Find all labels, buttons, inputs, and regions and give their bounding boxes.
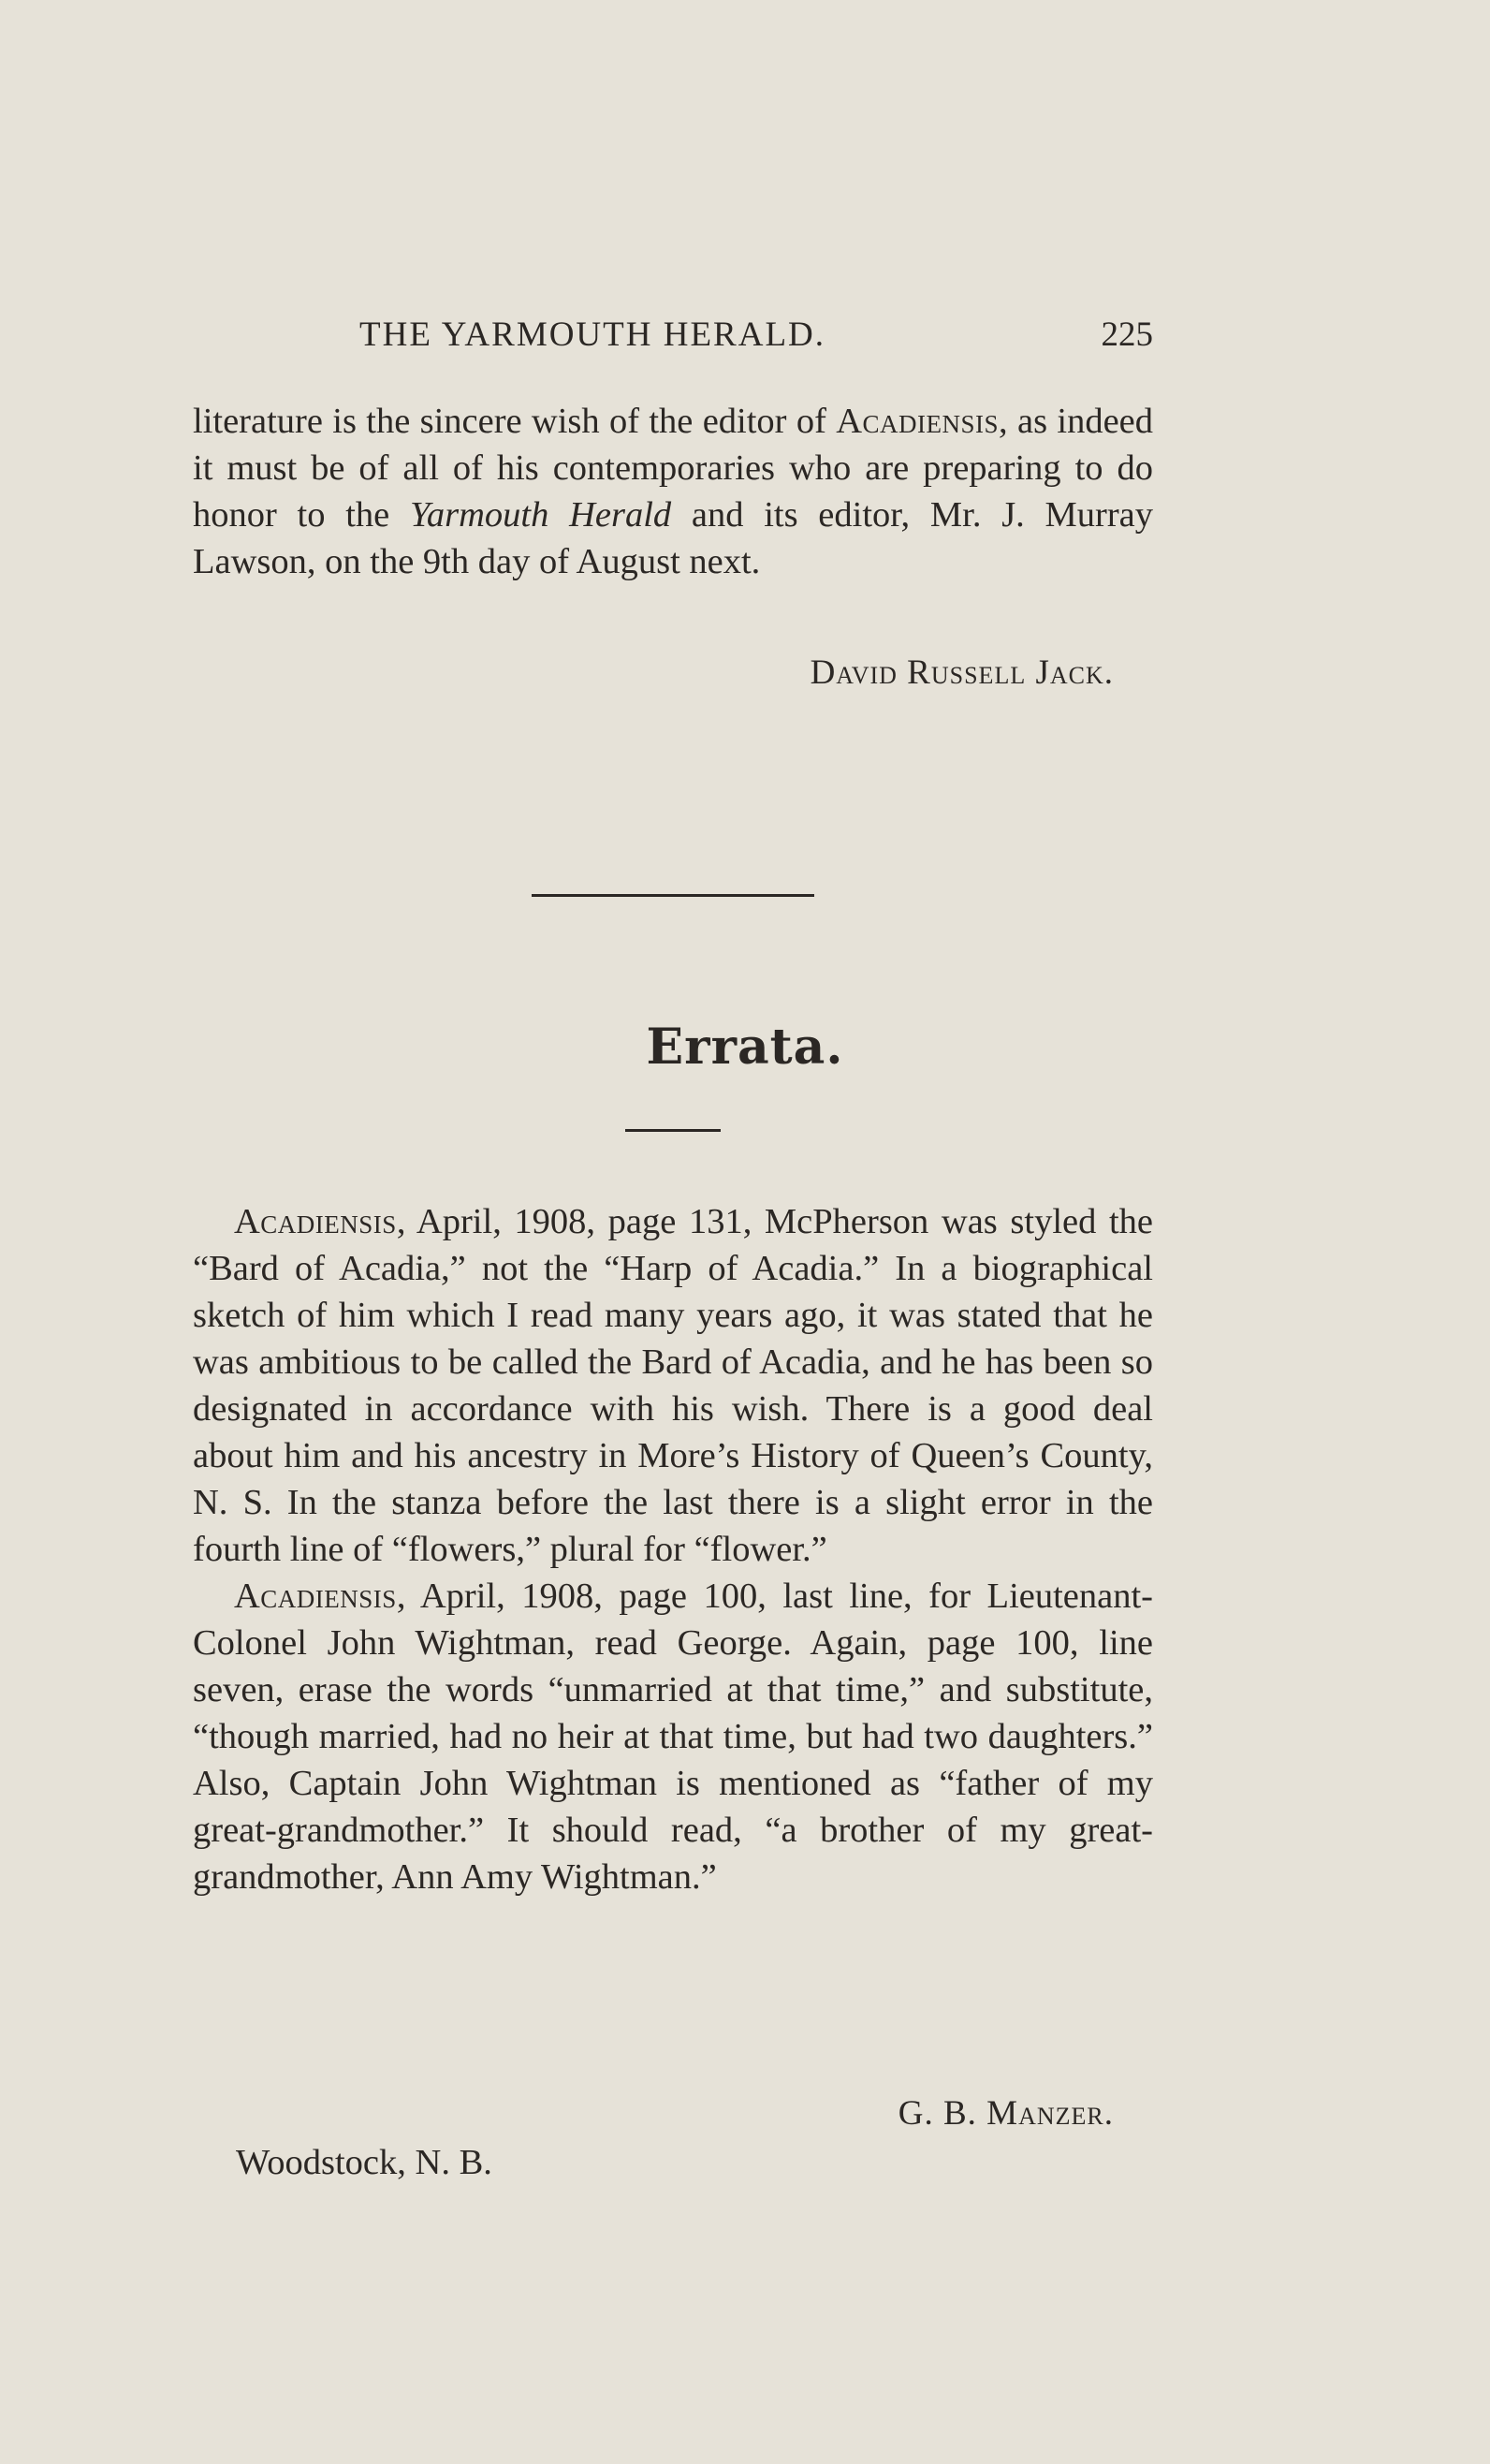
errata-paragraph-1 xyxy=(193,1198,1153,1573)
section-divider xyxy=(532,894,814,897)
running-title: THE YARMOUTH HERALD. xyxy=(359,315,826,354)
heading-rule xyxy=(625,1129,721,1132)
text-segment: , as indeed it must be of all of his contemporaries who are preparing to do honor to the xyxy=(193,402,1153,535)
text-segment: , April, 1908, page 100, last line, for Lieutenant-Colonel John Wightman, read George. Again, page 100, line seven, erase the words “unmarried at that time,” and substitute, “though married, had no heir at that time, but had two daughters.” Also, Captain John Wightman is mentioned as “father of my great-grandmother.” It should read, “a brother of my great-grandmother, Ann Amy Wightman.” xyxy=(193,1577,1153,1897)
place-line: Woodstock, N. B. xyxy=(236,2143,492,2182)
errata-body xyxy=(193,1198,1153,1900)
errata-signature: G. B. Manzer. xyxy=(898,2094,1114,2133)
running-header xyxy=(193,315,1153,367)
text-segment: literature is the sincere wish of the editor of xyxy=(193,402,837,441)
journal-name: Acadiensis xyxy=(234,1202,397,1241)
author-signature: David Russell Jack. xyxy=(810,653,1114,692)
article-closing-paragraph xyxy=(193,398,1153,585)
journal-name: Acadiensis xyxy=(234,1577,397,1616)
newspaper-name: Yarmouth Herald xyxy=(409,495,672,535)
errata-paragraph-2 xyxy=(193,1573,1153,1900)
journal-name: Acadiensis xyxy=(836,402,1000,441)
text-segment: and its editor, Mr. J. Murray Lawson, on the 9th day of August next. xyxy=(193,495,1153,581)
errata-heading: Errata. xyxy=(646,1019,844,1076)
text-segment: , April, 1908, page 131, McPherson was styled the “Bard of Acadia,” not the “Harp of Acadia.” In a biographical sketch of him which I read many years ago, it was stated that he was ambitious to be called the Bard of Acadia, and he has been so designated in accordance with his wish. There is a good deal about him and his ancestry in More’s History of Queen’s County, N. S. In the stanza before the last there is a slight error in the fourth line of “flowers,” plural for “flower.” xyxy=(193,1202,1153,1569)
page-number: 225 xyxy=(1101,315,1153,354)
